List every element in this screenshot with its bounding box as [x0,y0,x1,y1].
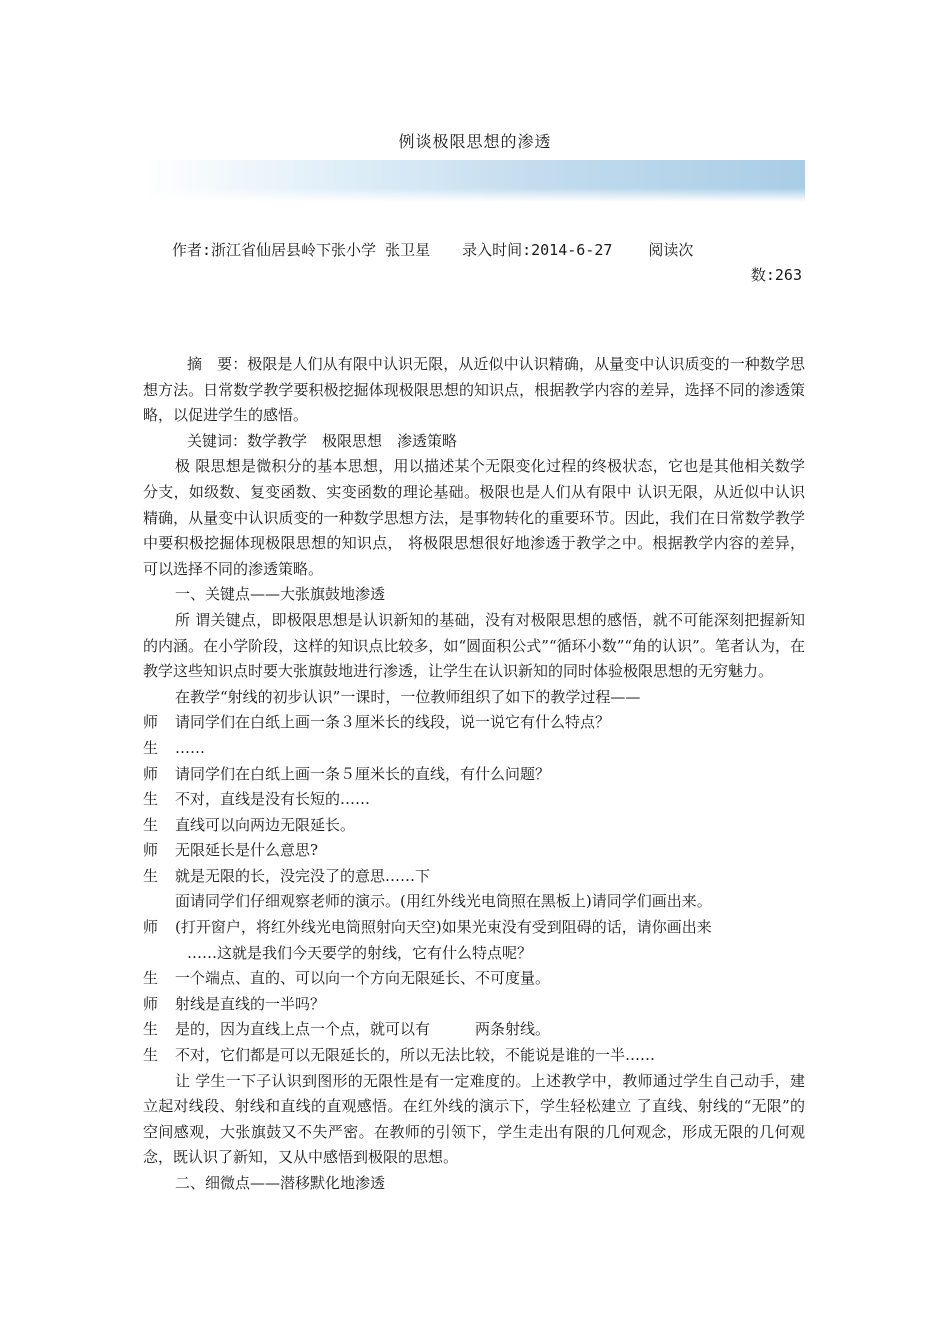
paragraph-ray-question: ……这就是我们今天要学的射线，它有什么特点呢？ [187,943,533,962]
section-heading-2: 二、细微点——潜移默化地渗透 [175,1174,386,1192]
speaker: 生 [143,1046,159,1065]
article-body [143,352,805,1197]
utterance: 请同学们在白纸上画一条５厘米长的直线，有什么问题？ [175,764,551,783]
dialog-line [143,1017,805,1043]
utterance: 就是无限的长，没完没了的意思……下 [175,866,431,885]
paragraph-demo: 面请同学们仔细观察老师的演示。(用红外线光电筒照在黑板上)请同学们画出来。 [175,892,712,911]
utterance: 是的，因为直线上点一个点，就可以有 两条射线。 [175,1020,551,1039]
dialog-line [143,915,805,941]
author-line: 作者:浙江省仙居县岭下张小学 张卫星 [172,241,431,259]
abstract: 摘 要：极限是人们从有限中认识无限，从近似中认识精确，从量变中认识质变的一种数学思想方法。日常数学教学要积极挖掘体现极限思想的知识点，根据教学内容的差异，选择不同的渗透策略，以促进学生的感悟。 [143,355,805,425]
utterance: …… [175,738,205,757]
keywords: 关键词：数学教学 极限思想 渗透策略 [187,431,458,450]
speaker: 生 [143,866,159,885]
speaker: 生 [143,790,159,809]
speaker: 师 [143,841,159,860]
read-count-value: 数:263 [750,266,802,284]
utterance: 不对，它们都是可以无限延长的，所以无法比较，不能说是谁的一半…… [175,1046,656,1065]
speaker: 师 [143,994,159,1013]
entry-date: 录入时间:2014-6-27 [462,241,613,259]
dialog-line [143,736,805,762]
speaker: 师 [143,918,159,937]
speaker: 生 [143,738,159,757]
dialog-line [143,710,805,736]
dialog-line [143,787,805,813]
section-heading-1: 一、关键点——大张旗鼓地渗透 [175,585,386,604]
speaker: 师 [143,764,159,783]
dialog-line [143,838,805,864]
dialog-line [143,966,805,992]
utterance: 请同学们在白纸上画一条３厘米长的线段，说一说它有什么特点？ [175,713,611,732]
read-count-label: 阅读次 [648,241,694,259]
utterance: 射线是直线的一半吗？ [175,994,326,1013]
paragraph-lesson-intro: 在教学“射线的初步认识”一课时，一位教师组织了如下的教学过程—— [175,687,641,706]
dialog-line [143,1043,805,1069]
utterance: 无限延长是什么意思? [175,841,319,860]
article-title: 例谈极限思想的渗透 [398,132,552,151]
dialog-line [143,762,805,788]
dialog-line [143,813,805,839]
title-banner [143,160,805,202]
paragraph-key-points: 所 谓关键点，即极限思想是认识新知的基础，没有对极限思想的感悟，就不可能深刻把握新知的内涵。在小学阶段，这样的知识点比较多，如“圆面积公式”“循环小数”“角的认识”。笔者认为，在教学这些知识点时要大张旗鼓地进行渗透，让学生在认识新知的同时体验极限思想的无穷魅力。 [143,610,805,681]
dialog-line [143,864,805,890]
paragraph-intro: 极 限思想是微积分的基本思想，用以描述某个无限变化过程的终极状态，它也是其他相关数学分支，如级数、复变函数、实变函数的理论基础。极限也是人们从有限中 认识无限，从近似中认识精确，从量变中认识质变的一种数学思想方法，是事物转化的重要环节。因此，我们在日常数学教学中要积极挖掘体现极限思想的知识点， 将极限思想很好地渗透于教学之中。根据教学内容的差异，可以选择不同的渗透策略。 [143,457,805,578]
utterance: 一个端点、直的、可以向一个方向无限延长、不可度量。 [175,969,551,988]
speaker: 生 [143,969,159,988]
dialog-line [143,992,805,1018]
speaker: 生 [143,1020,159,1039]
utterance: (打开窗户，将红外线光电筒照射向天空)如果光束没有受到阻碍的话，请你画出来 [175,918,712,937]
utterance: 不对，直线是没有长短的…… [175,790,371,809]
article-meta [172,238,804,288]
utterance: 直线可以向两边无限延长。 [175,815,356,834]
speaker: 生 [143,815,159,834]
speaker: 师 [143,713,159,732]
dialog-block-2 [143,966,805,1068]
paragraph-analysis: 让 学生一下子认识到图形的无限性是有一定难度的。上述教学中，教师通过学生自己动手，建立起对线段、射线和直线的直观感悟。在红外线的演示下，学生轻松建立 了直线、射线的“无限”的空间感观，大张旗鼓又不失严密。在教师的引领下，学生走出有限的几何观念，形成无限的几何观念，既认识了新知，又从中感悟到极限的思想。 [143,1071,805,1167]
dialog-block-1 [143,710,805,889]
